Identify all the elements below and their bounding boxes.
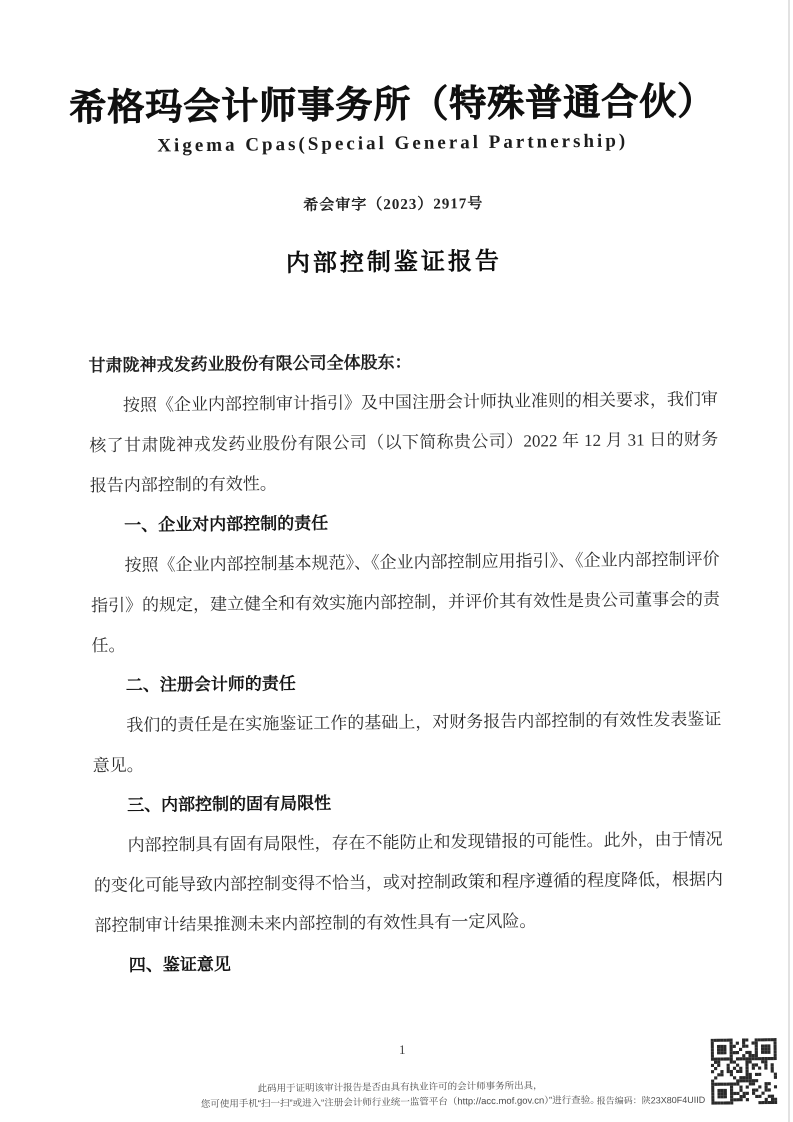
body-heading-3: 三、内部控制的固有局限性 xyxy=(127,794,332,816)
document-reference-number: 希会审字（2023）2917号 xyxy=(303,196,484,215)
report-code: 报告编码：陕23X80F4UIID xyxy=(596,1094,706,1106)
body-heading-2: 二、注册会计师的责任 xyxy=(125,674,296,696)
body-heading-4: 四、鉴证意见 xyxy=(128,955,231,976)
qr-code xyxy=(711,1038,778,1105)
body-paragraph: 按照《企业内部控制审计指引》及中国注册会计师执业准则的相关要求，我们审核了甘肃陇神戎发药业股份有限公司（以下简称贵公司）2022 年 12 月 31 日的财务报告内部控制的有效性。 xyxy=(89,390,719,496)
salutation: 甘肃陇神戎发药业股份有限公司全体股东： xyxy=(88,353,412,376)
report-title: 内部控制鉴证报告 xyxy=(285,249,503,278)
page-number: 1 xyxy=(398,1041,406,1058)
footer-verification-line1: 此码用于证明该审计报告是否由具有执业许可的会计师事务所出具， xyxy=(257,1080,543,1095)
body-paragraph: 按照《企业内部控制基本规范》、《企业内部控制应用指引》、《企业内部控制评价指引》的规定，建立健全和有效实施内部控制，并评价其有效性是贵公司董事会的责任。 xyxy=(90,550,721,656)
footer-verification-note xyxy=(126,1077,674,1113)
footer-verification-line2: 您可使用手机“扫一扫”或进入“注册会计师行业统一监管平台（http://acc.mof.gov.cn）”进行查验。 xyxy=(200,1094,600,1111)
firm-name-chinese: 希格玛会计师事务所（特殊普通合伙） xyxy=(69,81,716,130)
report-body xyxy=(88,340,724,987)
body-heading-1: 一、企业对内部控制的责任 xyxy=(124,514,329,536)
body-paragraph: 内部控制具有固有局限性，存在不能防止和发现错报的可能性。此外，由于情况的变化可能导致内部控制变得不恰当，或对控制政策和程序遵循的程度降低，根据内部控制审计结果推测未来内部控制的有效性具有一定风险。 xyxy=(93,829,724,936)
body-paragraph: 我们的责任是在实施鉴证工作的基础上，对财务报告内部控制的有效性发表鉴证意见。 xyxy=(92,710,722,776)
firm-name-english: Xigema Cpas(Special General Partnership) xyxy=(157,130,629,157)
